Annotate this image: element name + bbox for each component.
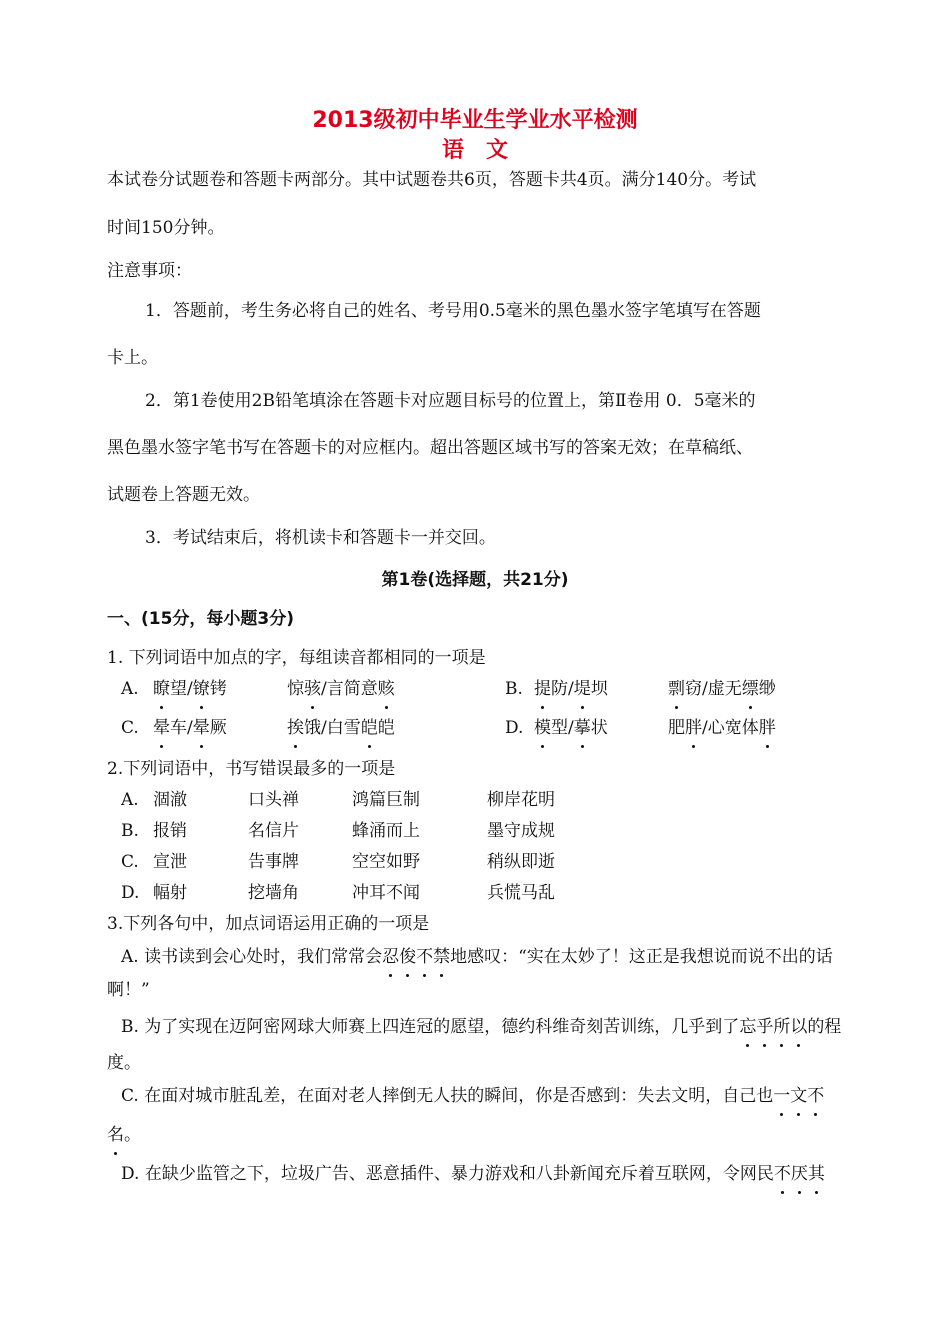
q1-b-word1 <box>534 677 608 701</box>
section1-title: 第1卷(选择题，共21分) <box>381 570 569 590</box>
q2-word: 报销 <box>153 821 187 841</box>
plain-text: 惊 <box>287 679 304 699</box>
q1-a-word1 <box>153 677 227 701</box>
plain-text: 厥 <box>209 718 227 738</box>
dotted-char: 俊 <box>399 947 417 967</box>
q2-word: 鸿篇巨制 <box>352 790 420 810</box>
dotted-char: 不 <box>807 1086 825 1106</box>
q2-word: 名信片 <box>248 821 299 841</box>
q1-option-c <box>121 716 139 740</box>
q3-option-d <box>121 1162 825 1186</box>
plain-text: 坝 <box>590 679 608 699</box>
dotted-char: 骇 <box>304 679 321 699</box>
dotted-char: 一 <box>773 1086 791 1106</box>
q3-option-b <box>121 1015 841 1039</box>
plain-text: 窃/虚无 <box>685 679 742 699</box>
plain-text: 皑 <box>377 718 395 738</box>
plain-text: 的程 <box>807 1017 842 1037</box>
dotted-char: 以 <box>790 1017 808 1037</box>
dotted-char: 文 <box>790 1086 808 1106</box>
q1-d-word2 <box>668 716 776 740</box>
plain-text: 缈 <box>758 679 776 699</box>
q2-word: 冲耳不闻 <box>352 883 420 903</box>
dotted-char: 镣 <box>192 679 210 699</box>
q2-word: 涸澈 <box>153 790 187 810</box>
dotted-char: 胖 <box>758 718 776 738</box>
q2-word: 挖墙角 <box>248 883 299 903</box>
q2-word: 蜂涌而上 <box>352 821 420 841</box>
notice-title: 注意事项： <box>107 261 192 281</box>
dotted-char: 忍 <box>382 947 400 967</box>
q2-word: 稍纵即逝 <box>487 852 555 872</box>
notice-2c: 试题卷上答题无效。 <box>107 485 260 505</box>
q2-option-label: D. <box>121 883 140 903</box>
option-label: D. <box>505 718 524 738</box>
plain-text: 型/ <box>551 718 574 738</box>
plain-text: 地感叹：“实在太妙了！这正是我想说而说不出的话 <box>450 947 833 967</box>
q3-option-a <box>121 945 833 969</box>
plain-text: 。 <box>124 1125 141 1145</box>
q2-option-label: C. <box>121 852 139 872</box>
q3-option-a-cont: 啊！” <box>107 980 150 1000</box>
q1-option-d <box>505 716 523 740</box>
q1-d-word1 <box>534 716 608 740</box>
dotted-char: 忘 <box>739 1017 757 1037</box>
option-label: B. <box>505 679 523 699</box>
q2-option-label: B. <box>121 821 139 841</box>
q2-word: 空空如野 <box>352 852 420 872</box>
notice-1a: 1．答题前，考生务必将自己的姓名、考号用0.5毫米的黑色墨水签字笔填写在答题 <box>145 301 761 321</box>
dotted-char: 剽 <box>668 679 685 699</box>
exam-title: 2013级初中毕业生学业水平检测 <box>312 108 638 133</box>
q1-stem: 1. 下列词语中加点的字，每组读音都相同的一项是 <box>107 648 486 668</box>
dotted-char: 禁 <box>433 947 451 967</box>
q2-word: 幅射 <box>153 883 187 903</box>
q1-c-word1 <box>153 716 227 740</box>
q3-option-c <box>121 1084 824 1108</box>
intro-line-1: 本试卷分试题卷和答题卡两部分。其中试题卷共6页，答题卡共4页。满分140分。考试 <box>107 170 757 190</box>
q2-stem: 2.下列词语中，书写错误最多的一项是 <box>107 759 396 779</box>
dotted-char: 厌 <box>790 1164 808 1184</box>
plain-text: 状 <box>590 718 608 738</box>
q1-option-a <box>121 677 139 701</box>
notice-2a: 2．第1卷使用2B铅笔填涂在答题卡对应题目标号的位置上，第Ⅱ卷用 0．5毫米的 <box>145 391 756 411</box>
plain-text: 望/ <box>170 679 193 699</box>
dotted-char: 皑 <box>360 718 378 738</box>
q2-word: 口头禅 <box>248 790 299 810</box>
dotted-char: 不 <box>773 1164 791 1184</box>
plain-text: A. 读书读到会心处时，我们常常会 <box>121 947 383 967</box>
dotted-char: 胖 <box>685 718 702 738</box>
plain-text: 车/ <box>170 718 193 738</box>
dotted-char: 乎 <box>756 1017 774 1037</box>
q2-word: 兵慌马乱 <box>487 883 555 903</box>
plain-text: 饿/白雪 <box>304 718 361 738</box>
q2-word: 墨守成规 <box>487 821 555 841</box>
plain-text: 肥 <box>668 718 685 738</box>
q2-word: 告事牌 <box>248 852 299 872</box>
intro-line-2: 时间150分钟。 <box>107 218 225 238</box>
part1-title: 一、(15分，每小题3分) <box>107 609 295 629</box>
q2-option-label: A. <box>121 790 139 810</box>
q1-a-word2 <box>287 677 395 701</box>
dotted-char: 所 <box>773 1017 791 1037</box>
dotted-char: 晕 <box>153 718 170 738</box>
dotted-char: 摹 <box>573 718 591 738</box>
option-label: C. <box>121 718 139 738</box>
dotted-char: 赅 <box>377 679 395 699</box>
q3-option-b-cont: 度。 <box>107 1053 141 1073</box>
subject-title: 语 文 <box>441 138 508 163</box>
dotted-char: 模 <box>534 718 551 738</box>
plain-text: /言简意 <box>321 679 378 699</box>
q3-stem: 3.下列各句中，加点词语运用正确的一项是 <box>107 914 430 934</box>
q2-word: 柳岸花明 <box>487 790 555 810</box>
dotted-char: 堤 <box>573 679 591 699</box>
plain-text: B. 为了实现在迈阿密网球大师赛上四连冠的愿望，德约科维奇刻苦训练，几乎到了 <box>121 1017 740 1037</box>
dotted-char: 其 <box>807 1164 825 1184</box>
plain-text: 铐 <box>209 679 227 699</box>
plain-text: 防/ <box>551 679 574 699</box>
notice-1b: 卡上。 <box>107 348 158 368</box>
q3-option-c-cont <box>107 1123 141 1147</box>
dotted-char: 挨 <box>287 718 304 738</box>
dotted-char: 名 <box>107 1125 124 1145</box>
dotted-char: 瞭 <box>153 679 170 699</box>
notice-2b: 黑色墨水签字笔书写在答题卡的对应框内。超出答题区域书写的答案无效；在草稿纸、 <box>107 438 753 458</box>
q1-c-word2 <box>287 716 395 740</box>
dotted-char: 提 <box>534 679 551 699</box>
plain-text: D. 在缺少监管之下，垃圾广告、恶意插件、暴力游戏和八卦新闻充斥着互联网，令网民 <box>121 1164 774 1184</box>
plain-text: C. 在面对城市脏乱差，在面对老人摔倒无人扶的瞬间，你是否感到：失去文明，自己也 <box>121 1086 774 1106</box>
plain-text: /心宽体 <box>702 718 759 738</box>
q2-word: 宣泄 <box>153 852 187 872</box>
notice-3: 3．考试结束后，将机读卡和答题卡一并交回。 <box>145 528 496 548</box>
q1-b-word2 <box>668 677 776 701</box>
dotted-char: 晕 <box>192 718 210 738</box>
dotted-char: 不 <box>416 947 434 967</box>
q1-option-b <box>505 677 523 701</box>
dotted-char: 缥 <box>741 679 759 699</box>
option-label: A. <box>121 679 139 699</box>
